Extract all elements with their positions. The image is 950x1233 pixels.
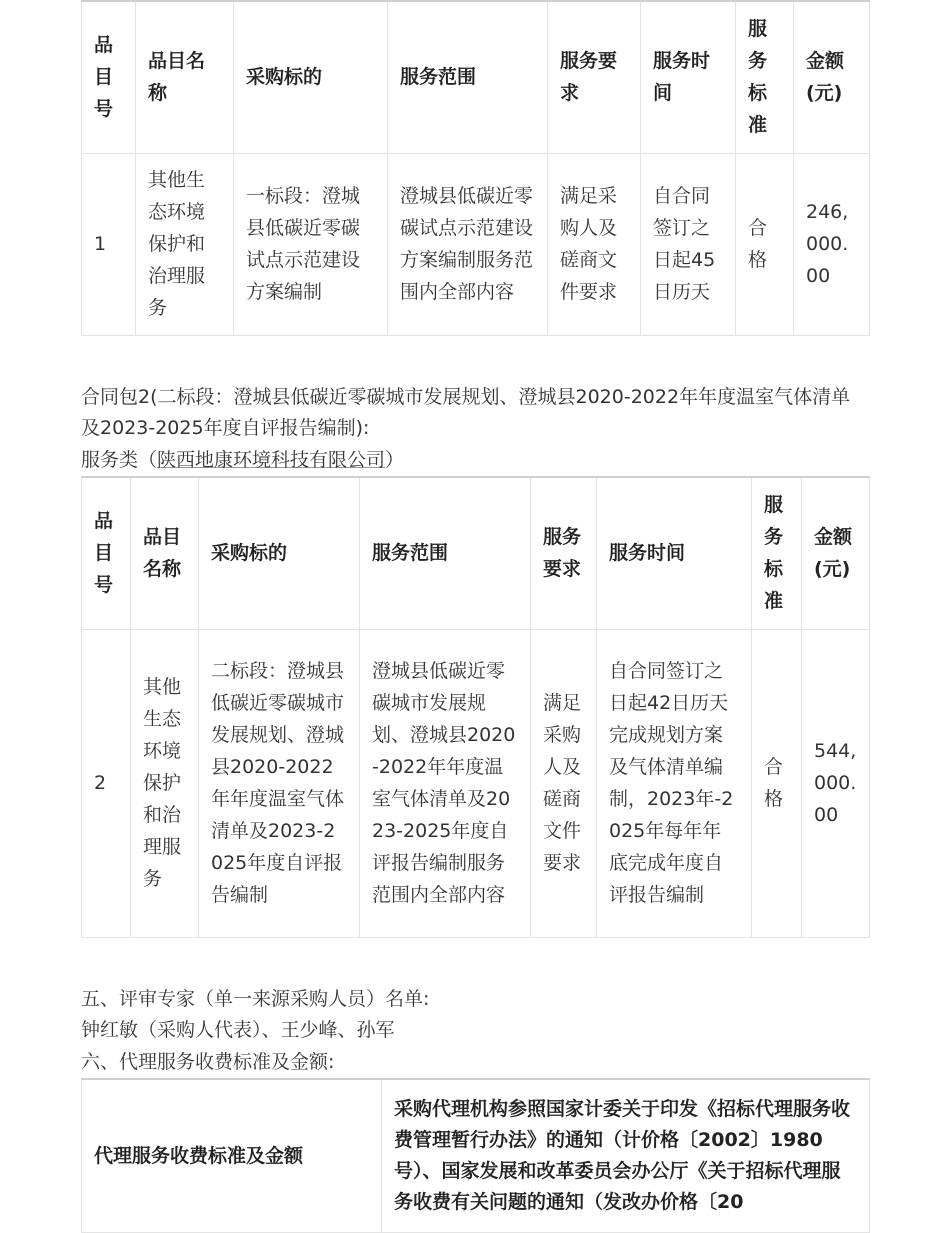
section6-title: 六、代理服务收费标准及金额:: [81, 1050, 335, 1073]
cell-standard: 合格: [752, 629, 802, 937]
table-header-row: [82, 1, 870, 153]
category-prefix: 服务类（: [81, 448, 158, 471]
col-header-amount: 金额(元): [802, 477, 870, 629]
section5-members: 钟红敏（采购人代表）、王少峰、孙军: [81, 1019, 395, 1041]
cell-scope: 澄城县低碳近零碳城市发展规划、澄城县2020-2022年年度温室气体清单及2023-2025年度自评报告编制服务范围内全部内容: [360, 629, 531, 937]
col-header-requirement: 服务要求: [531, 477, 597, 629]
col-header-target: 采购标的: [199, 477, 360, 629]
table-row: [82, 629, 870, 937]
col-header-standard: 服务标准: [736, 1, 794, 153]
cell-scope: 澄城县低碳近零碳试点示范建设方案编制服务范围内全部内容: [388, 153, 548, 335]
cell-time: 自合同签订之日起45日历天: [641, 153, 736, 335]
cell-requirement: 满足采购人及磋商文件要求: [548, 153, 641, 335]
section5-title: 五、评审专家（单一来源采购人员）名单:: [81, 987, 430, 1010]
cell-amount: 544,000.00: [802, 629, 870, 937]
agency-fee-table: [81, 1078, 870, 1233]
col-header-item-name: 品目名称: [131, 477, 199, 629]
document-page: [81, 0, 869, 1233]
cell-amount: 246,000.00: [794, 153, 870, 335]
col-header-scope: 服务范围: [360, 477, 531, 629]
cell-standard: 合格: [736, 153, 794, 335]
col-header-time: 服务时间: [641, 1, 736, 153]
package2-table: [81, 476, 870, 938]
cell-item-name: 其他生态环境保护和治理服务: [136, 153, 234, 335]
category-suffix: ）: [385, 448, 405, 471]
table-header-row: [82, 477, 870, 629]
table-row: [82, 153, 870, 335]
cell-target: 二标段：澄城县低碳近零碳城市发展规划、澄城县2020-2022年年度温室气体清单及2023-2025年度自评报告编制: [199, 629, 360, 937]
winner-link[interactable]: 陕西地康环境科技有限公司: [157, 448, 386, 471]
cell-item-no: 1: [82, 153, 136, 335]
table-row: [82, 1079, 870, 1233]
cell-target: 一标段：澄城县低碳近零碳试点示范建设方案编制: [234, 153, 388, 335]
col-header-item-no: 品目号: [82, 477, 131, 629]
col-header-time: 服务时间: [597, 477, 752, 629]
col-header-item-name: 品目名称: [136, 1, 234, 153]
package2-category: [81, 445, 869, 477]
cell-requirement: 满足采购人及磋商文件要求: [531, 629, 597, 937]
col-header-amount: 金额(元): [794, 1, 870, 153]
cell-item-name: 其他生态环境保护和治理服务: [131, 629, 199, 937]
col-header-standard: 服务标准: [752, 477, 802, 629]
col-header-scope: 服务范围: [388, 1, 548, 153]
package1-table: [81, 0, 870, 336]
col-header-target: 采购标的: [234, 1, 388, 153]
col-header-item-no: 品目号: [82, 1, 136, 153]
fee-label-cell: 代理服务收费标准及金额: [82, 1079, 382, 1233]
col-header-requirement: 服务要求: [548, 1, 641, 153]
cell-time: 自合同签订之日起42日历天完成规划方案及气体清单编制，2023年-2025年每年年底完成年度自评报告编制: [597, 629, 752, 937]
fee-content-cell: 采购代理机构参照国家计委关于印发《招标代理服务收费管理暂行办法》的通知（计价格〔2002〕1980号）、国家发展和改革委员会办公厅《关于招标代理服务收费有关问题的通知（发改办价格〔20: [382, 1079, 870, 1233]
cell-item-no: 2: [82, 629, 131, 937]
package2-title: 合同包2(二标段：澄城县低碳近零碳城市发展规划、澄城县2020-2022年年度温室气体清单及2023-2025年度自评报告编制):: [81, 385, 851, 439]
